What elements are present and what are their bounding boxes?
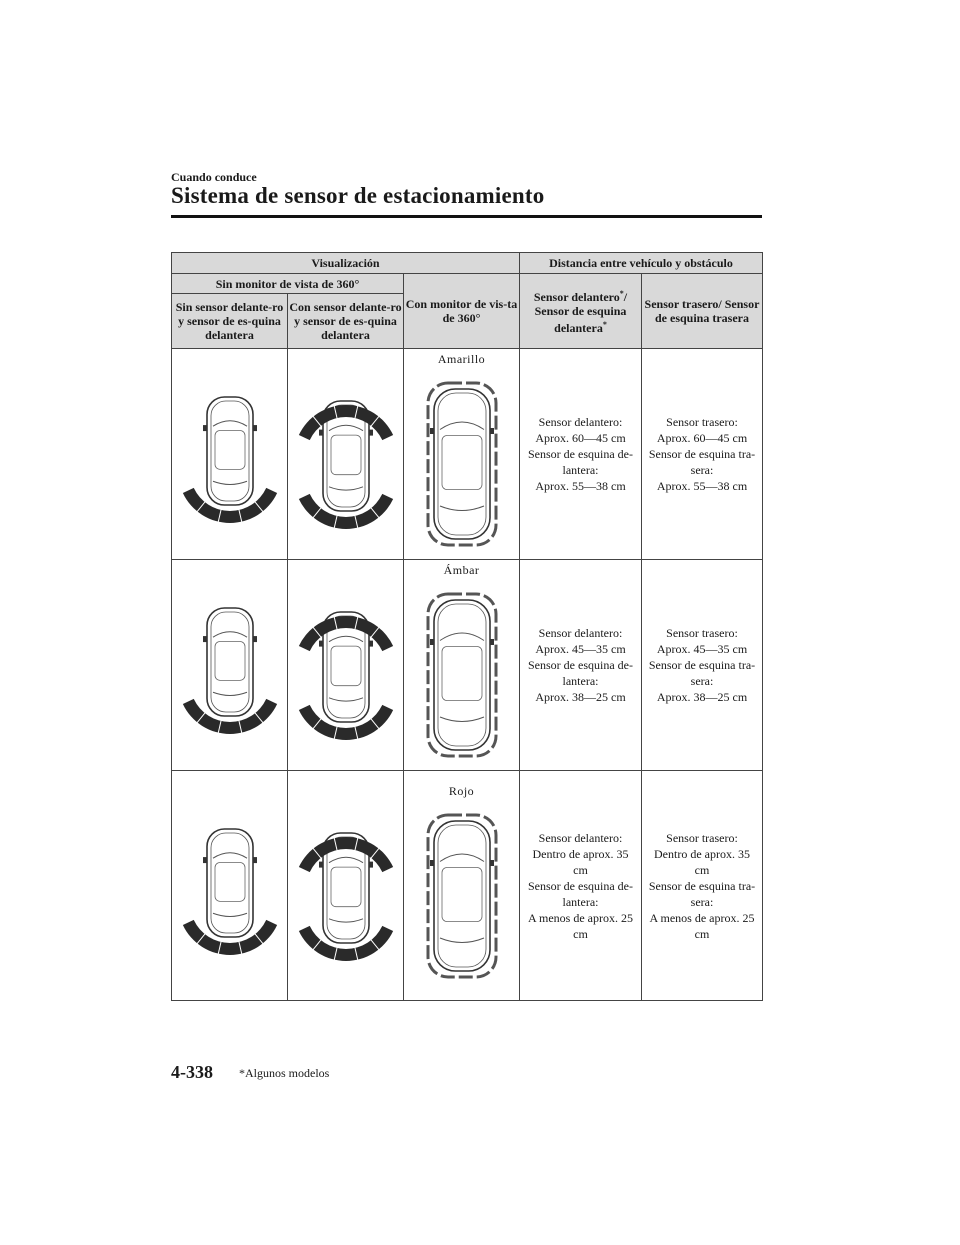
dist-line: cm	[694, 926, 710, 941]
footnote: *Algunos modelos	[239, 1066, 330, 1080]
header-sensor-trasero: Sensor trasero/ Sensor de esquina trasera	[642, 274, 763, 349]
dist-line: Sensor de esquina de-	[528, 878, 633, 893]
dist-line: Dentro de aprox. 35	[532, 846, 629, 861]
dist-line: Sensor de esquina de-	[528, 658, 633, 672]
rear-only-image	[172, 349, 288, 560]
dist-line: A menos de aprox. 25	[528, 910, 633, 925]
rear-only-image	[172, 771, 288, 1001]
monitor-cell	[404, 771, 520, 1001]
sensor-table	[171, 252, 763, 1001]
dist-line: cm	[694, 862, 710, 877]
dist-line: Dentro de aprox. 35	[654, 846, 750, 861]
section-label: Cuando conduce	[171, 170, 257, 184]
dist-line: lantera:	[562, 674, 599, 688]
dist-line: sera:	[690, 894, 714, 909]
table-row	[172, 560, 763, 771]
header-distancia: Distancia entre vehículo y obstáculo	[520, 253, 763, 274]
car-rear-arcs-illustration	[180, 379, 280, 529]
car-front-rear-arcs-illustration	[296, 791, 396, 981]
dist-line: Sensor delantero:	[538, 830, 623, 845]
dist-line: cm	[573, 926, 588, 941]
header-visualizacion: Visualización	[172, 253, 520, 274]
rear-distance	[642, 349, 763, 560]
sensor-esquina-label: Sensor de esquina delantera	[534, 304, 627, 335]
dist-line: Sensor trasero:	[666, 830, 738, 845]
dist-line: lantera:	[562, 894, 599, 909]
monitor-cell	[404, 349, 520, 560]
car-front-rear-arcs-illustration	[296, 570, 396, 760]
dist-line: cm	[573, 862, 588, 877]
front-rear-image	[288, 349, 404, 560]
asterisk-mark: *	[619, 289, 624, 298]
header-sin-monitor: Sin monitor de vista de 360°	[172, 274, 404, 294]
color-label: Rojo	[448, 783, 475, 798]
dist-line: Aprox. 55―38 cm	[535, 479, 626, 493]
car-360-illustration	[412, 369, 512, 559]
front-distance	[520, 560, 642, 771]
rear-distance	[642, 771, 763, 1001]
table-row	[172, 771, 763, 1001]
front-rear-image	[288, 560, 404, 771]
table-row	[172, 349, 763, 560]
dist-line: sera:	[690, 463, 714, 477]
car-360-illustration	[412, 801, 512, 991]
dist-line: Aprox. 45―35 cm	[535, 642, 626, 656]
title-rule	[171, 215, 762, 218]
monitor-cell	[404, 560, 520, 771]
dist-line: sera:	[690, 674, 714, 688]
header-sensor-delantero	[520, 274, 642, 349]
front-rear-image	[288, 771, 404, 1001]
car-front-rear-arcs-illustration	[296, 359, 396, 549]
dist-line: A menos de aprox. 25	[649, 910, 755, 925]
car-360-illustration	[412, 580, 512, 770]
header-sin-sensor: Sin sensor delante-ro y sensor de es-quina delantera	[172, 294, 288, 349]
slash-mark: /	[623, 290, 628, 304]
dist-line: Aprox. 60―45 cm	[535, 431, 626, 445]
dist-line: Aprox. 55―38 cm	[656, 479, 748, 493]
rear-distance	[642, 560, 763, 771]
dist-line: Sensor trasero:	[666, 626, 738, 640]
dist-line: Sensor de esquina tra-	[648, 658, 756, 672]
page-title: Sistema de sensor de estacionamiento	[171, 183, 545, 208]
car-rear-arcs-illustration	[180, 811, 280, 961]
dist-line: Sensor trasero:	[666, 415, 738, 429]
front-distance	[520, 349, 642, 560]
dist-line: Sensor de esquina de-	[528, 447, 633, 461]
dist-line: Sensor delantero:	[538, 626, 623, 640]
dist-line: Sensor delantero:	[538, 415, 623, 429]
dist-line: Sensor de esquina tra-	[648, 878, 756, 893]
color-label: Ámbar	[443, 563, 480, 577]
dist-line: Sensor de esquina tra-	[648, 447, 756, 461]
asterisk-mark: *	[602, 320, 607, 329]
dist-line: Aprox. 38―25 cm	[535, 690, 626, 704]
sensor-delantero-label: Sensor delantero	[533, 290, 620, 304]
dist-line: Aprox. 38―25 cm	[656, 690, 748, 704]
header-con-sensor: Con sensor delante-ro y sensor de es-quina delantera	[288, 294, 404, 349]
color-label: Amarillo	[437, 352, 486, 366]
dist-line: Aprox. 45―35 cm	[656, 642, 748, 656]
dist-line: Aprox. 60―45 cm	[656, 431, 748, 445]
rear-only-image	[172, 560, 288, 771]
page-number: 4-338	[171, 1062, 213, 1082]
header-con-monitor: Con monitor de vis-ta de 360°	[404, 274, 520, 349]
front-distance	[520, 771, 642, 1001]
car-rear-arcs-illustration	[180, 590, 280, 740]
dist-line: lantera:	[562, 463, 599, 477]
